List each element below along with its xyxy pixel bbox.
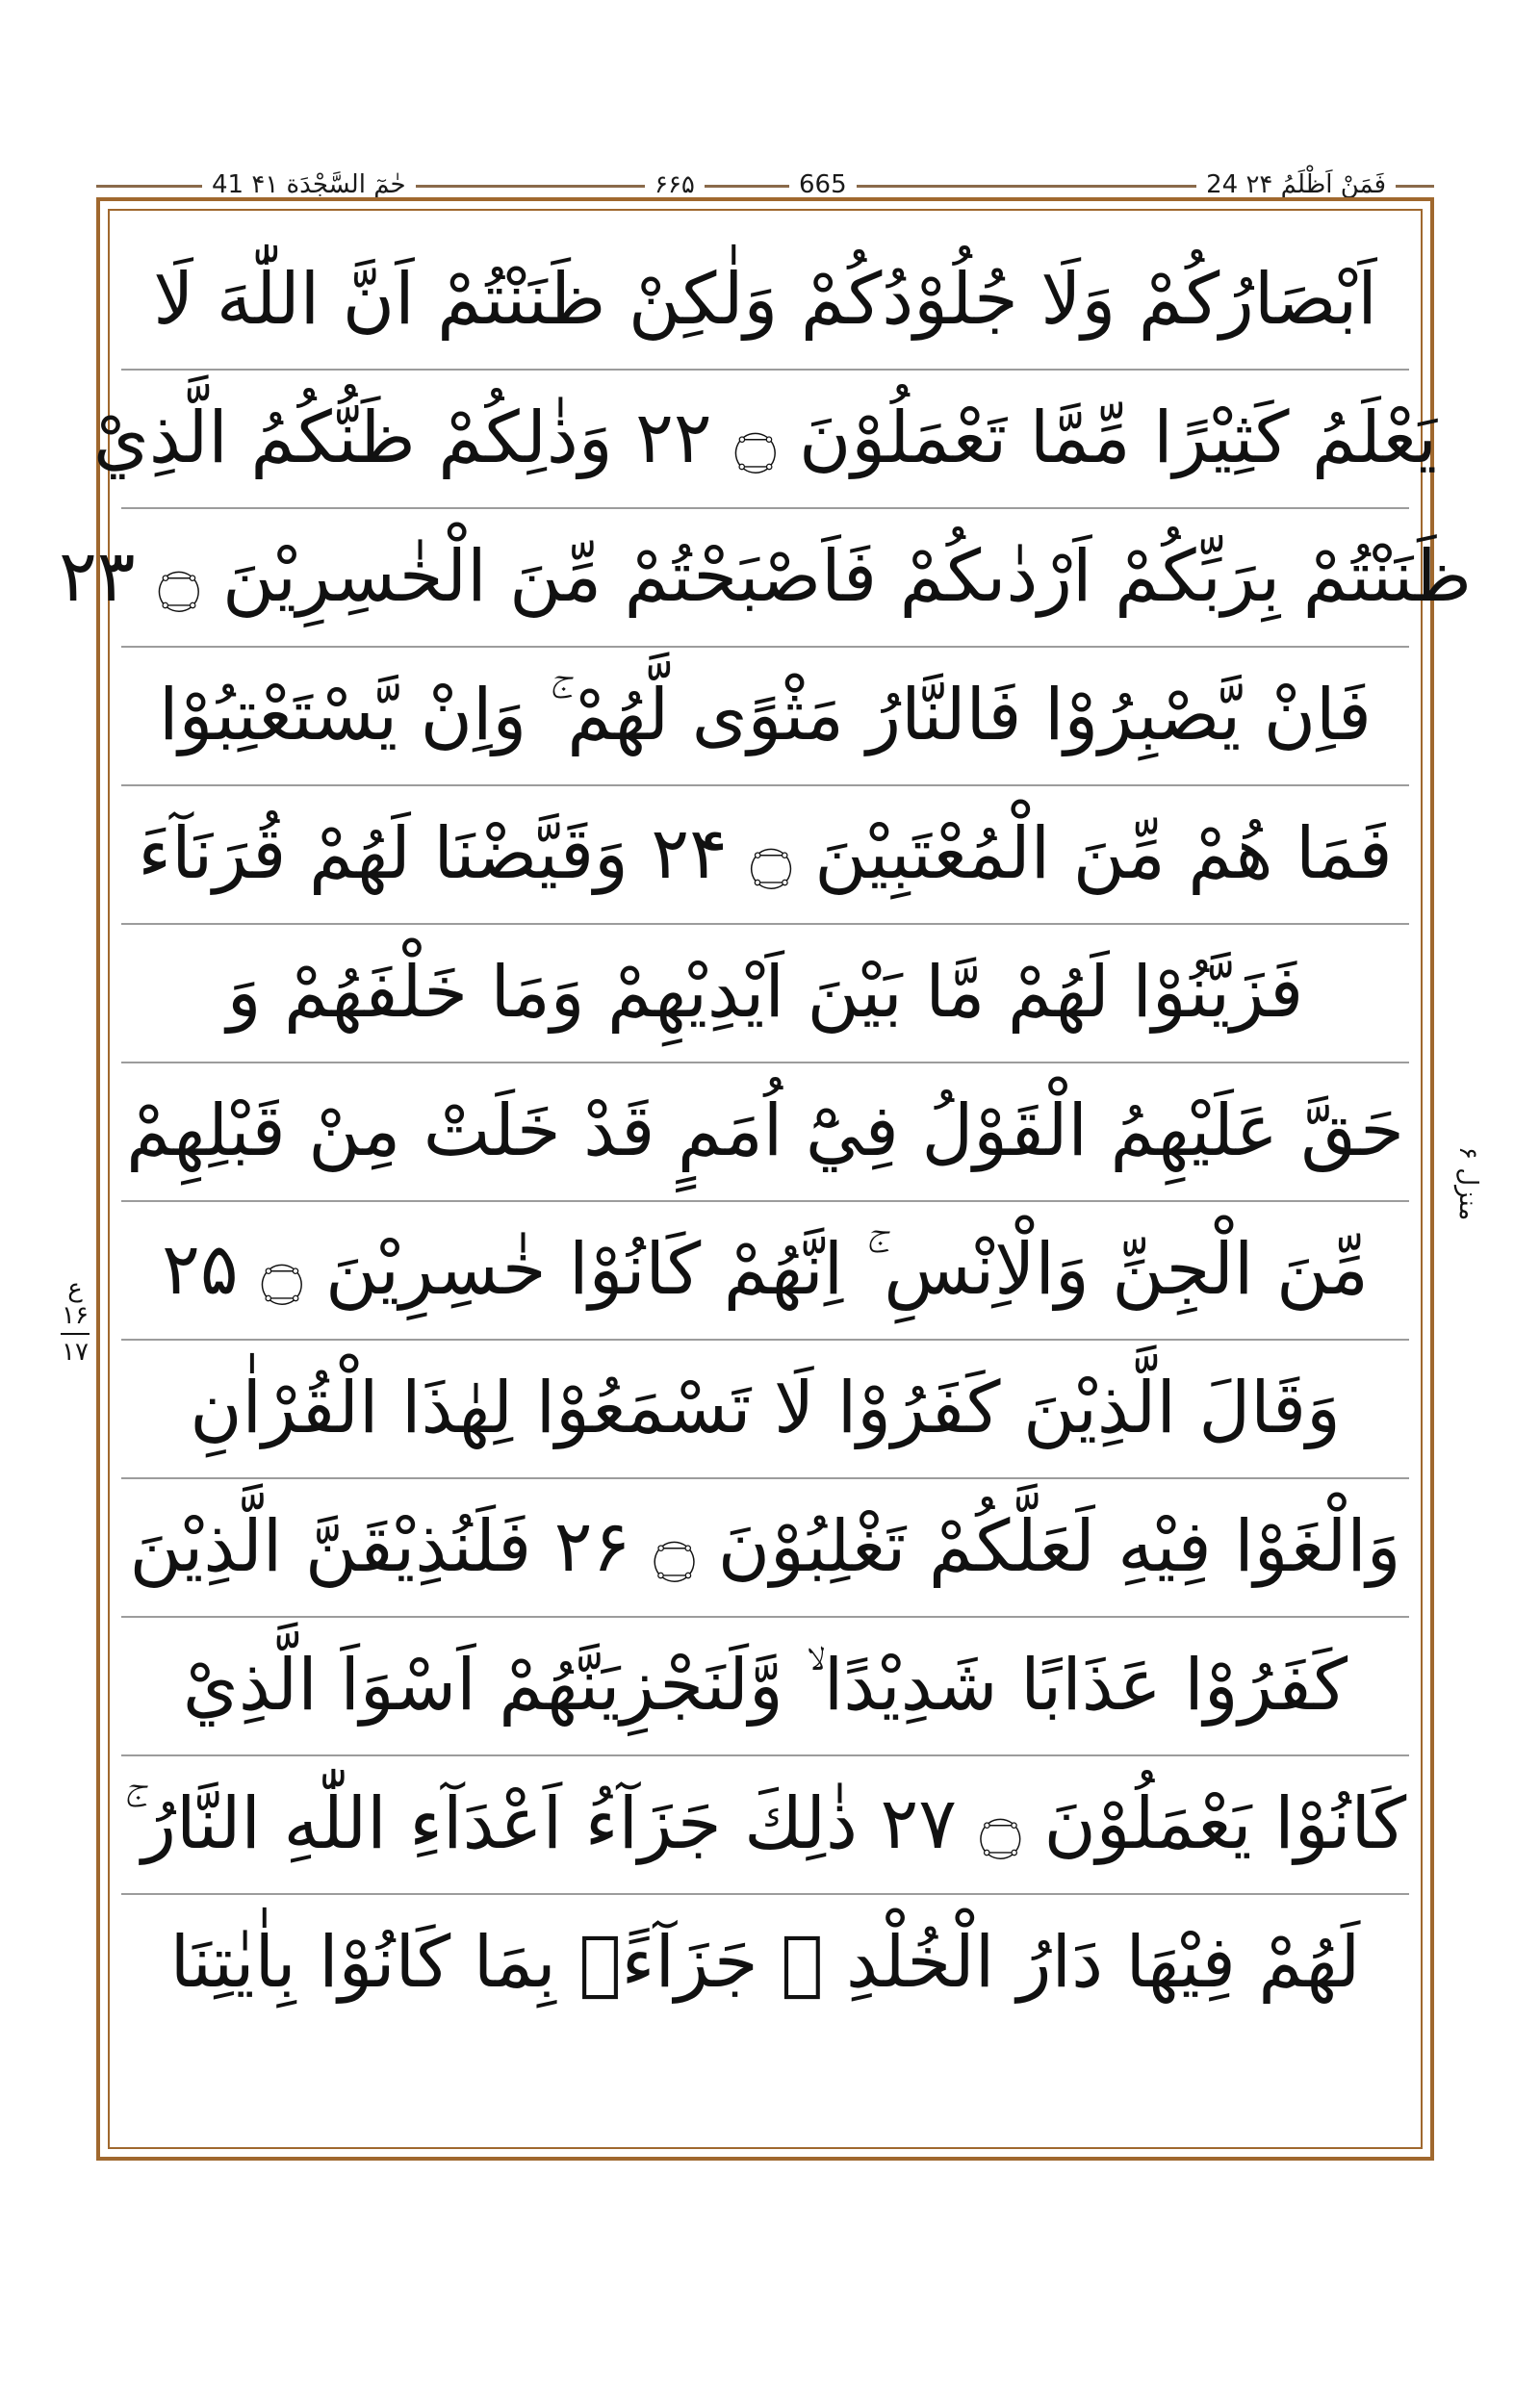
quran-line-13: لَهُمْ فِيْهَا دَارُ الْخُلْدِ ۭ جَزَآءًۢ بِمَا كَانُوْا بِاٰيٰتِنَا [169,1921,1361,2004]
ruku-divider [61,1333,90,1335]
quran-line-3: ظَنَنْتُمْ بِرَبِّكُمْ اَرْدٰىكُمْ فَاَصْبَحْتُمْ مِّنَ الْخٰسِرِيْنَ ۝ ۲۳ [121,507,1409,648]
ruku-number: ۱۶ [62,1301,89,1330]
quran-line-9: وَقَالَ الَّذِيْنَ كَفَرُوْا لَا تَسْمَعُوْا لِهٰذَا الْقُرْاٰنِ [121,1339,1409,1479]
quran-line-12: كَانُوْا يَعْمَلُوْنَ ۝ ۲۷ ذٰلِكَ جَزَآءُ اَعْدَآءِ اللّٰهِ النَّارُ ۚ [121,1754,1409,1895]
page-number-urdu: ۶۶۵ [645,164,705,206]
quran-line-4: فَاِنْ يَّصْبِرُوْا فَالنَّارُ مَثْوًى لَّهُمْ ۚ وَاِنْ يَّسْتَعْتِبُوْا [121,646,1409,786]
quran-line-11: كَفَرُوْا عَذَابًا شَدِيْدًا ۙ وَّلَنَجْزِيَنَّهُمْ اَسْوَاَ الَّذِيْ [121,1616,1409,1756]
quran-line-2: يَعْلَمُ كَثِيْرًا مِّمَّا تَعْمَلُوْنَ ۝ ۲۲ وَذٰلِكُمْ ظَنُّكُمُ الَّذِيْ [121,369,1409,509]
quran-line-8: مِّنَ الْجِنِّ وَالْاِنْسِ ۚ اِنَّهُمْ كَانُوْا خٰسِرِيْنَ ۝ ۲۵ [121,1200,1409,1341]
quran-line-7: حَقَّ عَلَيْهِمُ الْقَوْلُ فِيْٓ اُمَمٍ قَدْ خَلَتْ مِنْ قَبْلِهِمْ [121,1062,1409,1202]
quran-line-1: اَبْصَارُكُمْ وَلَا جُلُوْدُكُمْ وَلٰكِنْ ظَنَنْتُمْ اَنَّ اللّٰهَ لَا [121,230,1409,371]
ruku-marker [56,1274,94,1367]
para-name: 24 فَمَنْ اَظْلَمُ ۲۴ [1196,164,1396,206]
ruku-count: ۱۷ [62,1338,89,1367]
manzil-marker: منزل ۶ [1453,1146,1482,1221]
surah-name: حٰمٓ السَّجْدَة ۴۱ 41 [202,164,416,206]
quran-line-10: وَالْغَوْا فِيْهِ لَعَلَّكُمْ تَغْلِبُوْنَ ۝ ۲۶ فَلَنُذِيْقَنَّ الَّذِيْنَ [121,1477,1409,1618]
quran-line-6: فَزَيَّنُوْا لَهُمْ مَّا بَيْنَ اَيْدِيْهِمْ وَمَا خَلْفَهُمْ وَ [121,923,1409,1063]
ruku-letter: ع [67,1274,83,1303]
quran-line-5: فَمَا هُمْ مِّنَ الْمُعْتَبِيْنَ ۝ ۲۴ وَقَيَّضْنَا لَهُمْ قُرَنَآءَ [121,784,1409,925]
page-number: 665 [789,164,857,206]
